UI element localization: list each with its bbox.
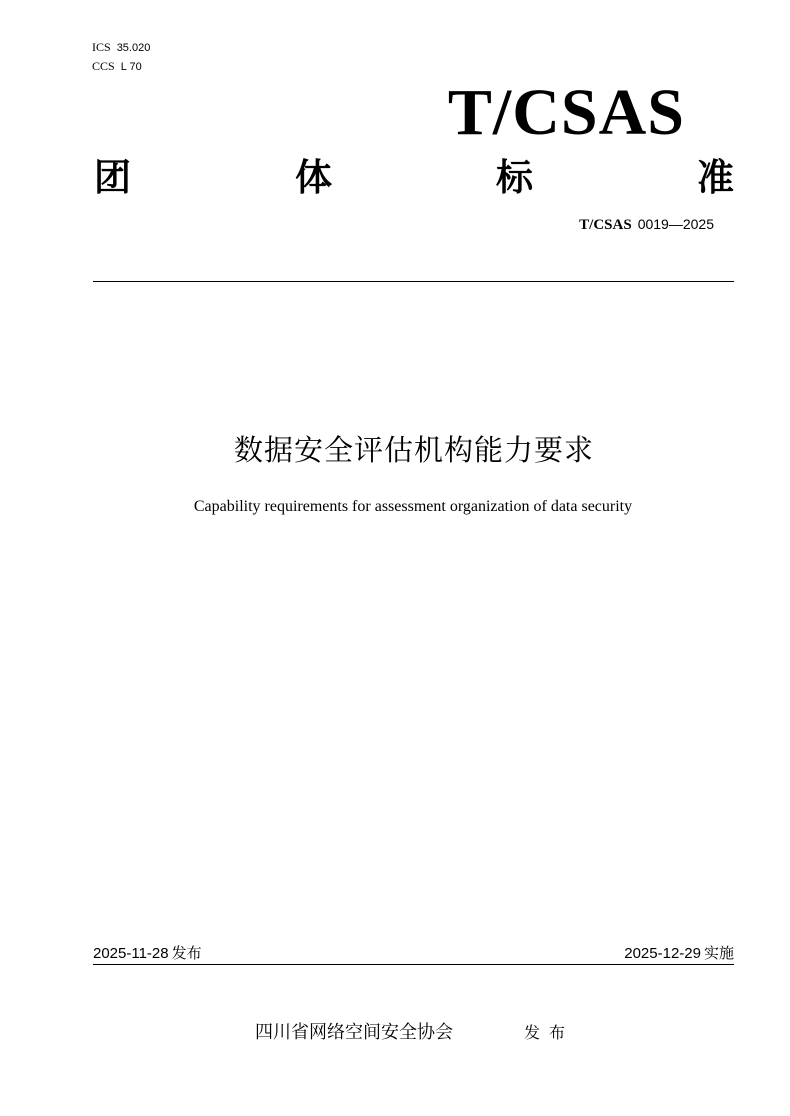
ccs-line xyxy=(92,59,142,74)
standard-type-char: 标 xyxy=(496,156,533,199)
publish-date-line xyxy=(93,942,202,963)
ccs-value: L 70 xyxy=(120,61,142,73)
publish-date: 2025-11-28 xyxy=(93,945,169,962)
ics-value: 35.020 xyxy=(116,42,151,54)
standard-type-heading xyxy=(94,150,734,198)
standard-type-char: 体 xyxy=(295,156,332,199)
standard-code-prefix: T/CSAS xyxy=(579,217,632,233)
implement-date-label: 实施 xyxy=(703,944,734,962)
implement-date: 2025-12-29 xyxy=(624,945,701,962)
standard-code-number: 0019—2025 xyxy=(637,216,714,232)
standard-type-char: 团 xyxy=(94,156,131,199)
ccs-label: CCS xyxy=(92,59,115,73)
publisher-action: 发布 xyxy=(524,1023,575,1042)
standard-logo: T/CSAS xyxy=(447,76,685,149)
bottom-divider xyxy=(93,964,734,965)
ics-line xyxy=(92,40,150,55)
standard-type-char: 准 xyxy=(697,156,734,199)
publisher-name: 四川省网络空间安全协会 xyxy=(255,1022,453,1043)
ics-label: ICS xyxy=(92,40,111,54)
publish-date-label: 发布 xyxy=(171,944,202,962)
english-title: Capability requirements for assessment organization of data security xyxy=(193,498,633,515)
standard-code xyxy=(579,216,714,234)
implement-date-line xyxy=(624,942,734,963)
top-divider xyxy=(93,281,734,282)
chinese-title: 数据安全评估机构能力要求 xyxy=(233,433,594,467)
